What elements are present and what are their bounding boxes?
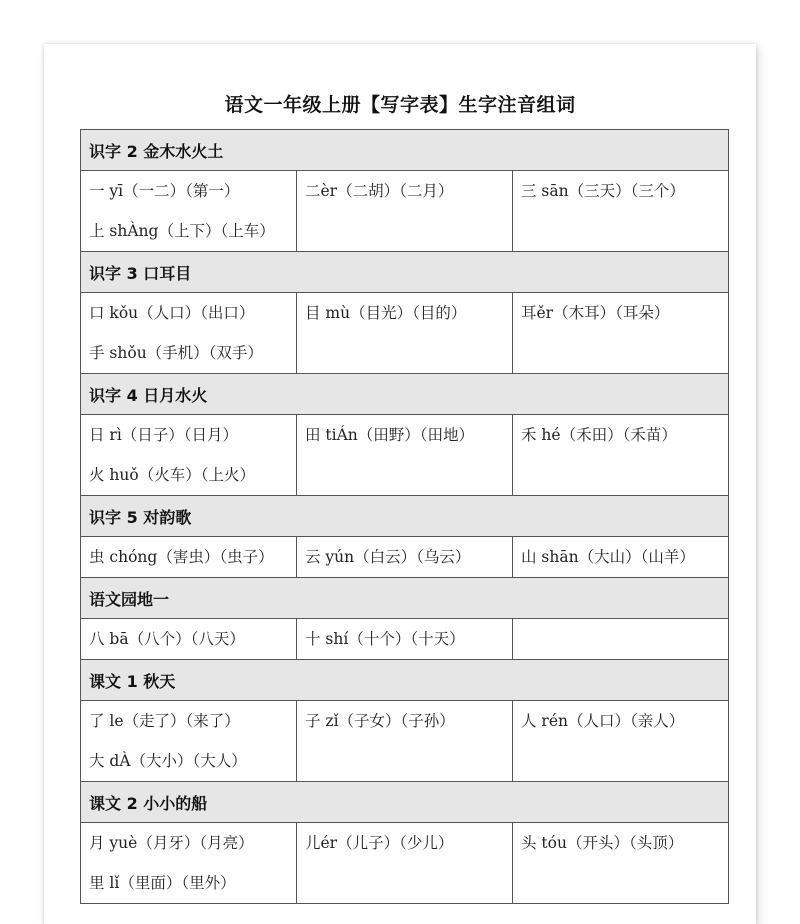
word-entry: 禾 hé（禾田）（禾苗）: [521, 426, 677, 444]
section-header-row: [81, 660, 729, 701]
table-cell: [297, 537, 513, 578]
table-cell: [81, 701, 297, 782]
table-cell: [81, 293, 297, 374]
table-cell: [297, 171, 513, 252]
table-cell: [81, 415, 297, 496]
page-title: 语文一年级上册【写字表】生字注音组词: [224, 94, 576, 116]
table-row: [81, 823, 729, 904]
section-header-row: [81, 578, 729, 619]
word-entry: 田 tiÁn（田野）（田地）: [305, 426, 475, 444]
table-cell: [81, 537, 297, 578]
word-entry: 耳ěr（木耳）（耳朵）: [521, 304, 670, 322]
table-cell: [297, 415, 513, 496]
word-entry: 二èr（二胡）（二月）: [305, 182, 454, 200]
table-row: [81, 171, 729, 252]
table-cell: [513, 171, 729, 252]
word-entry: 三 sān（三天）（三个）: [521, 182, 685, 200]
table-row: [81, 537, 729, 578]
table-cell: [513, 537, 729, 578]
word-entry: 手 shǒu（手机）（双手）: [89, 344, 263, 362]
word-entry: 虫 chóng（害虫）（虫子）: [89, 548, 274, 566]
word-entry: 了 le（走了）（来了）: [89, 712, 240, 730]
table-cell: [513, 701, 729, 782]
table-cell: [513, 619, 729, 660]
table-row: [81, 701, 729, 782]
table-row: [81, 619, 729, 660]
word-entry: 口 kǒu（人口）（出口）: [89, 304, 255, 322]
word-entry: 头 tóu（开头）（头顶）: [521, 834, 684, 852]
table-cell: [297, 293, 513, 374]
table-body: [81, 130, 729, 904]
table-cell: [81, 619, 297, 660]
word-entry: 儿ér（儿子）（少儿）: [305, 834, 454, 852]
section-header-row: [81, 252, 729, 293]
word-entry: 月 yuè（月牙）（月亮）: [89, 834, 254, 852]
section-header-row: [81, 782, 729, 823]
word-entry: 八 bā（八个）（八天）: [89, 630, 245, 648]
section-heading: 识字 5 对韵歌: [81, 496, 729, 537]
section-heading: 识字 2 金木水火土: [81, 130, 729, 171]
table-cell: [81, 171, 297, 252]
table-row: [81, 293, 729, 374]
table-cell: [81, 823, 297, 904]
section-heading: 语文园地一: [81, 578, 729, 619]
section-header-row: [81, 496, 729, 537]
word-entry: 里 lǐ（里面）（里外）: [89, 874, 236, 892]
word-entry: 日 rì（日子）（日月）: [89, 426, 239, 444]
word-entry: 云 yún（白云）（乌云）: [305, 548, 471, 566]
table-cell: [513, 823, 729, 904]
word-entry: 一 yī（一二）（第一）: [89, 182, 240, 200]
word-entry: 大 dÀ（大小）（大人）: [89, 752, 247, 770]
table-cell: [513, 293, 729, 374]
table-cell: [297, 701, 513, 782]
section-heading: 识字 3 口耳目: [81, 252, 729, 293]
character-table: [80, 129, 729, 904]
word-entry: 上 shÀng（上下）（上车）: [89, 222, 275, 240]
section-heading: 课文 1 秋天: [81, 660, 729, 701]
table-cell: [297, 619, 513, 660]
table-cell: [513, 415, 729, 496]
word-entry: 目 mù（目光）（目的）: [305, 304, 467, 322]
document-page: [44, 44, 756, 924]
word-entry: 人 rén（人口）（亲人）: [521, 712, 685, 730]
word-entry: 火 huǒ（火车）（上火）: [89, 466, 255, 484]
word-entry: 十 shí（十个）（十天）: [305, 630, 465, 648]
table-cell: [297, 823, 513, 904]
word-entry: 子 zǐ（子女）（子孙）: [305, 712, 455, 730]
table-row: [81, 415, 729, 496]
section-heading: 识字 4 日月水火: [81, 374, 729, 415]
section-header-row: [81, 130, 729, 171]
word-entry: 山 shān（大山）（山羊）: [521, 548, 695, 566]
section-heading: 课文 2 小小的船: [81, 782, 729, 823]
section-header-row: [81, 374, 729, 415]
